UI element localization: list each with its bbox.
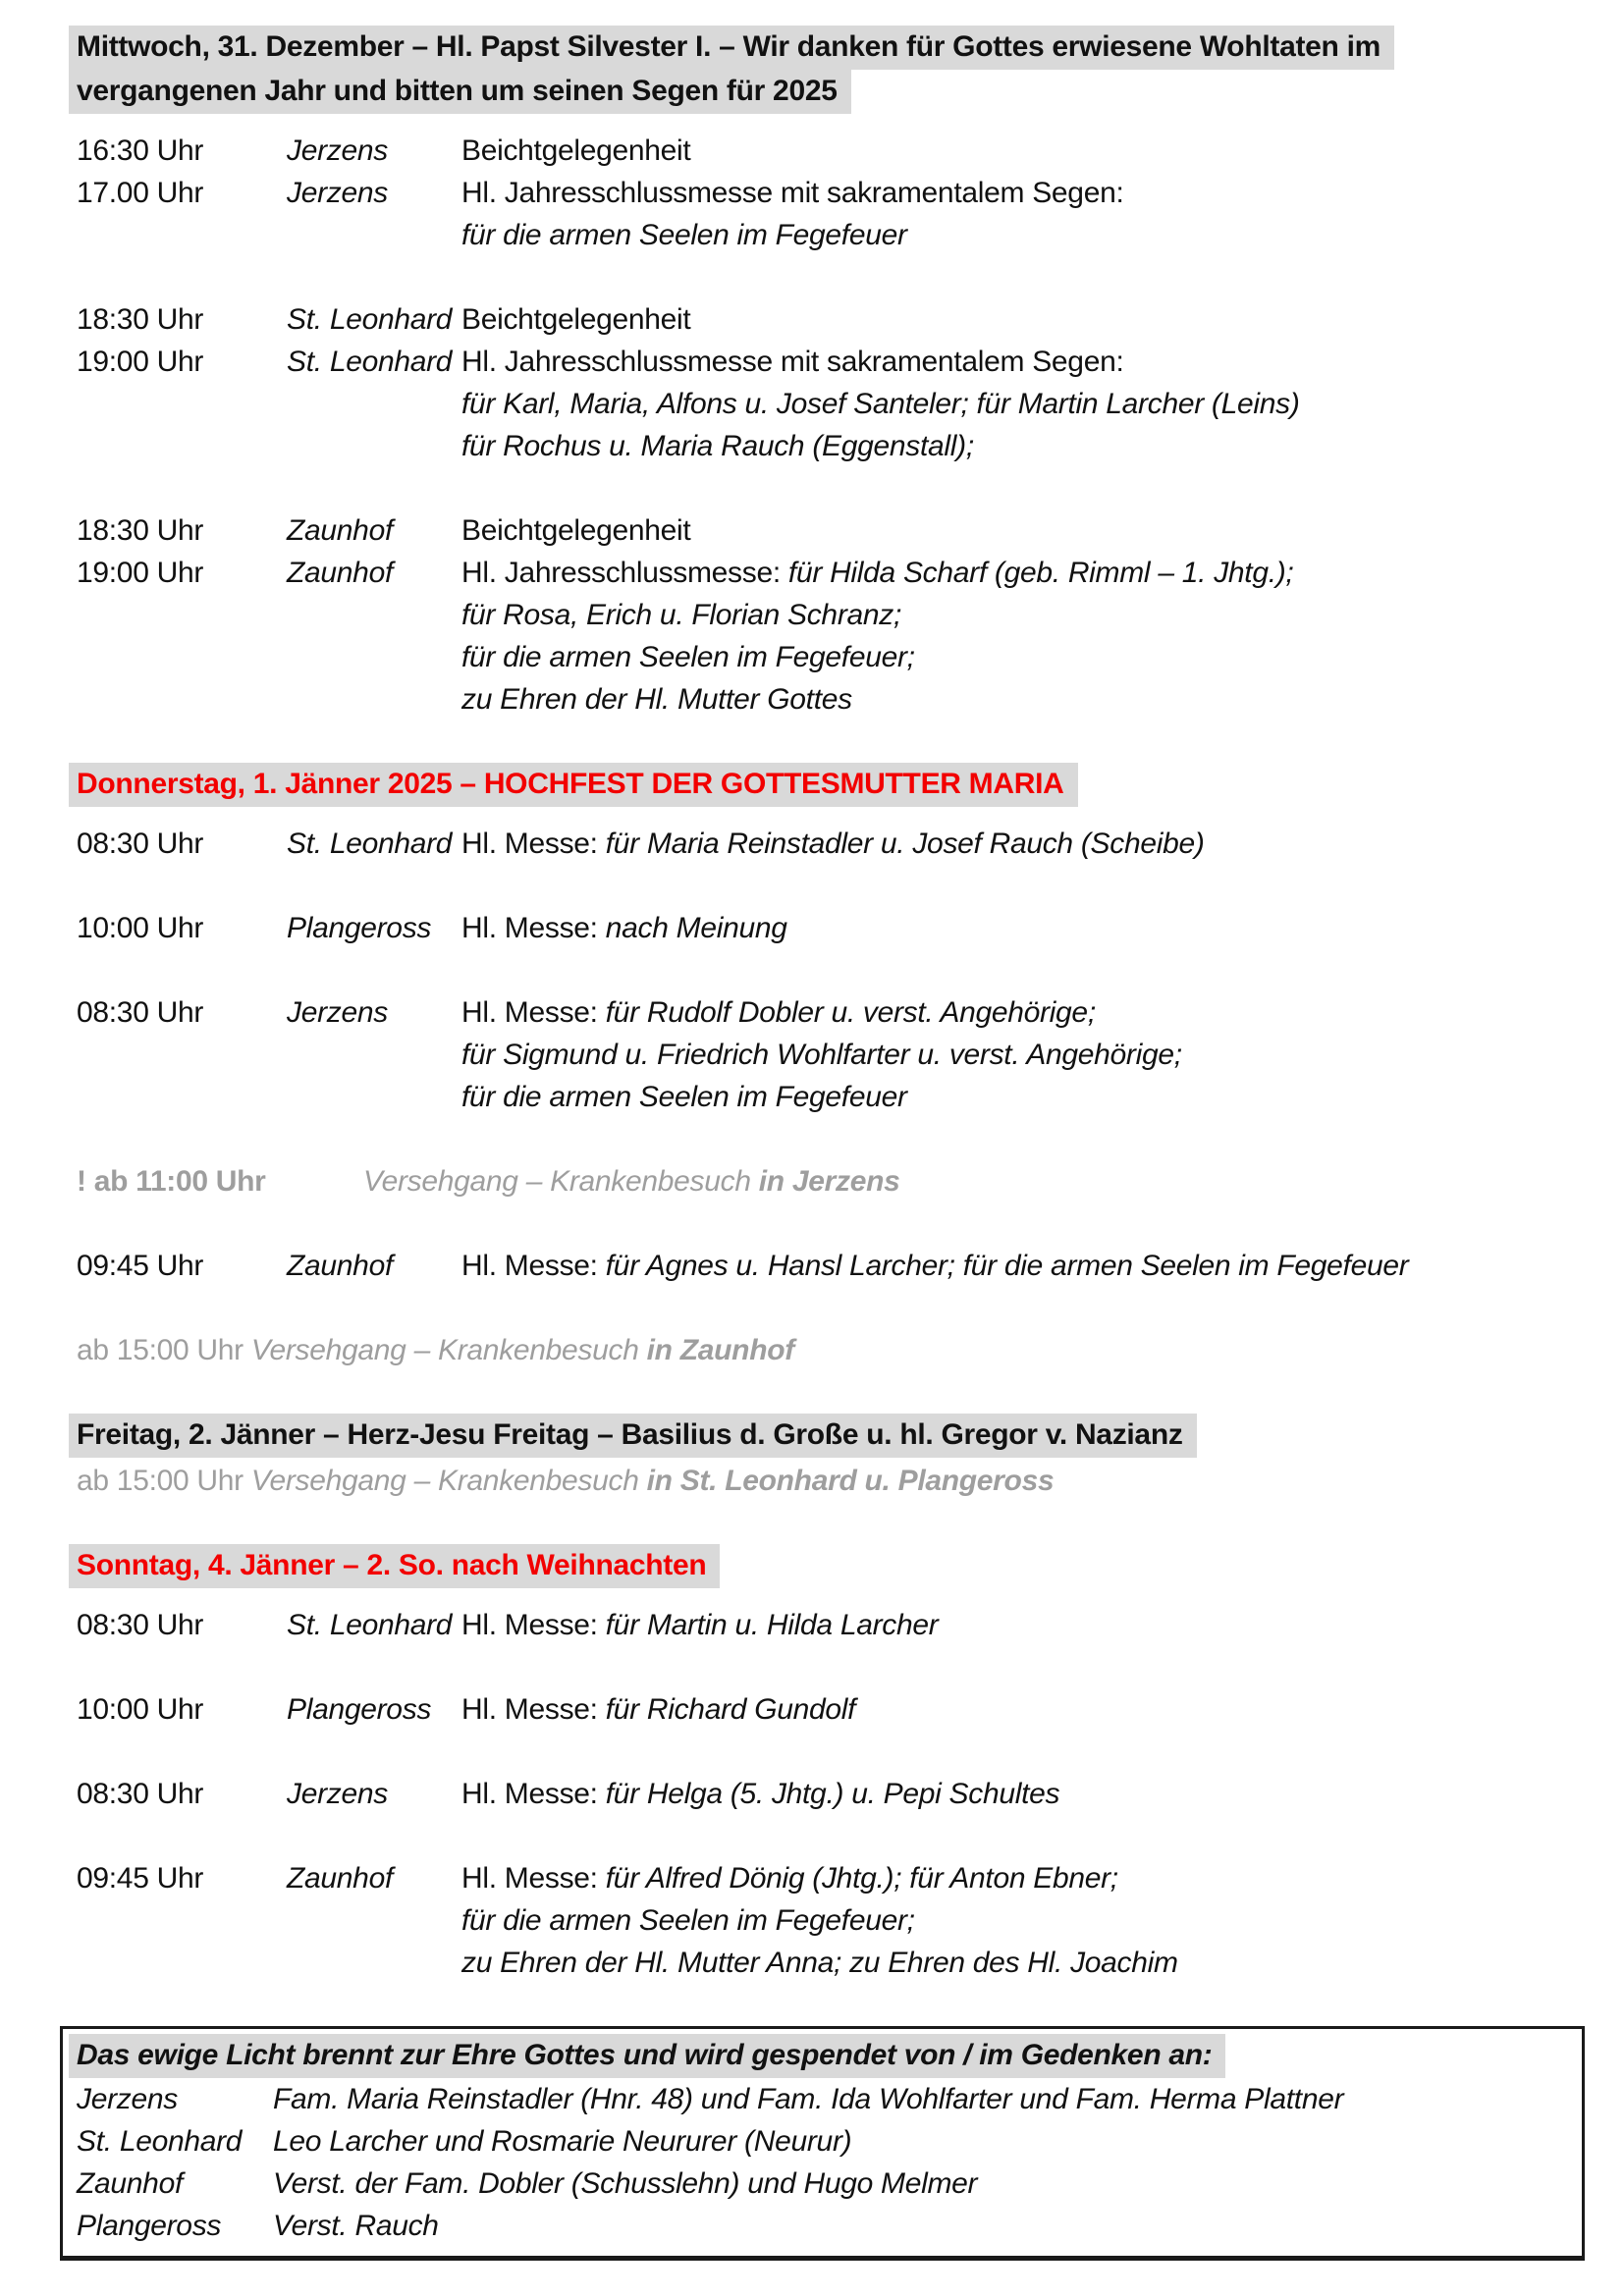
schedule-block [77, 1773, 1577, 1815]
time-cell: 19:00 Uhr [77, 346, 204, 378]
description-line [461, 298, 1577, 341]
description-line [461, 509, 1577, 552]
description-cell [461, 172, 1577, 256]
mass-intention-text: für Sigmund u. Friedrich Wohlfarter u. verst. Angehörige; [461, 1039, 1182, 1071]
time-cell: 09:45 Uhr [77, 1250, 204, 1282]
note-text: Versehgang – Krankenbesuch [250, 1465, 647, 1497]
mass-intention-text: für die armen Seelen im Fegefeuer [461, 1081, 907, 1113]
schedule-block [77, 907, 1577, 949]
mass-intention-text: für Rochus u. Maria Rauch (Eggenstall); [461, 430, 974, 462]
description-line [461, 1899, 1577, 1942]
eternal-light-row [77, 2163, 1568, 2205]
description-line [461, 1688, 1577, 1731]
description-line [461, 214, 1577, 256]
eternal-light-row [77, 2078, 1568, 2120]
schedule-block [77, 509, 1577, 721]
mass-type-text: Hl. Jahresschlussmesse: [461, 557, 788, 589]
day-header-line [77, 1414, 1577, 1458]
schedule-row [77, 991, 1577, 1118]
time-cell: 19:00 Uhr [77, 557, 204, 589]
schedule-row [77, 1857, 1577, 1984]
time-cell: 18:30 Uhr [77, 514, 204, 547]
eternal-light-box [60, 2026, 1585, 2261]
place-cell: Zaunhof [287, 557, 393, 589]
mass-type-text: Hl. Jahresschlussmesse mit sakramentalem Segen: [461, 177, 1124, 209]
light-place-cell: Jerzens [77, 2083, 178, 2115]
description-cell [461, 1688, 1577, 1731]
mass-intention-text: für Agnes u. Hansl Larcher; für die armen Seelen im Fegefeuer [605, 1250, 1409, 1282]
day-header-line [77, 763, 1577, 807]
mass-intention-text: für die armen Seelen im Fegefeuer [461, 219, 907, 251]
light-donor-cell: Verst. der Fam. Dobler (Schusslehn) und Hugo Melmer [273, 2167, 978, 2200]
note-place-text: in Zaunhof [646, 1334, 794, 1366]
day-header-text: Donnerstag, 1. Jänner 2025 – HOCHFEST DER GOTTESMUTTER MARIA [69, 763, 1078, 807]
mass-type-text: Hl. Messe: [461, 1250, 606, 1282]
time-cell: 17.00 Uhr [77, 177, 204, 209]
time-cell: 08:30 Uhr [77, 828, 204, 860]
schedule-block [77, 1604, 1577, 1646]
time-cell: 09:45 Uhr [77, 1862, 204, 1895]
light-place-cell: Plangeross [77, 2210, 222, 2242]
mass-intention-text: für Karl, Maria, Alfons u. Josef Santeler; für Martin Larcher (Leins) [461, 388, 1300, 420]
mass-intention-text: für Maria Reinstadler u. Josef Rauch (Scheibe) [605, 828, 1205, 860]
schedule-row [77, 172, 1577, 256]
mass-intention-text: zu Ehren der Hl. Mutter Anna; zu Ehren des Hl. Joachim [461, 1947, 1178, 1979]
mass-type-text: Hl. Messe: [461, 1862, 606, 1895]
note-place-text: in Jerzens [758, 1165, 900, 1198]
bulletin-content [77, 26, 1577, 2261]
schedule-block [77, 298, 1577, 467]
versehgang-note [77, 1160, 1577, 1202]
day-header [77, 1544, 1577, 1588]
place-cell: Zaunhof [287, 514, 393, 547]
place-cell: Jerzens [287, 1778, 388, 1810]
schedule-block [77, 130, 1577, 256]
place-cell: Zaunhof [287, 1862, 393, 1895]
place-cell: Jerzens [287, 996, 388, 1029]
mass-type-text: Hl. Messe: [461, 912, 606, 944]
note-text: Versehgang – Krankenbesuch [363, 1165, 759, 1198]
day-header [77, 1414, 1577, 1458]
description-line [461, 1942, 1577, 1984]
schedule-row [77, 1245, 1577, 1287]
mass-intention-text: zu Ehren der Hl. Mutter Gottes [461, 683, 852, 716]
mass-type-text: Beichtgelegenheit [461, 303, 691, 336]
versehgang-note [77, 1460, 1577, 1502]
mass-type-text: Hl. Messe: [461, 1778, 606, 1810]
mass-intention-text: für die armen Seelen im Fegefeuer; [461, 641, 915, 673]
description-cell [461, 1773, 1577, 1815]
mass-type-text: Hl. Messe: [461, 1693, 606, 1726]
mass-type-text: Beichtgelegenheit [461, 514, 691, 547]
eternal-light-title-text: Das ewige Licht brennt zur Ehre Gottes und wird gespendet von / im Gedenken an: [69, 2034, 1225, 2078]
description-cell [461, 552, 1577, 721]
description-line [461, 907, 1577, 949]
schedule-block [77, 1688, 1577, 1731]
description-line [461, 1076, 1577, 1118]
description-line [461, 1773, 1577, 1815]
schedule-row [77, 509, 1577, 552]
description-line [461, 1245, 1577, 1287]
place-cell: Jerzens [287, 134, 388, 167]
time-cell: 08:30 Uhr [77, 1609, 204, 1641]
day-header [77, 26, 1577, 114]
note-time-text: ab 15:00 Uhr [77, 1334, 251, 1366]
schedule-row [77, 1604, 1577, 1646]
mass-type-text: Hl. Jahresschlussmesse mit sakramentalem Segen: [461, 346, 1124, 378]
mass-intention-text: für Alfred Dönig (Jhtg.); für Anton Ebner; [605, 1862, 1118, 1895]
description-line [461, 341, 1577, 383]
place-cell: St. Leonhard [287, 303, 453, 336]
eternal-light-row [77, 2120, 1568, 2163]
mass-intention-text: für Rudolf Dobler u. verst. Angehörige; [605, 996, 1096, 1029]
versehgang-note [77, 1329, 1577, 1371]
mass-intention-text: nach Meinung [605, 912, 787, 944]
description-cell [461, 991, 1577, 1118]
description-line [461, 823, 1577, 865]
place-cell: Zaunhof [287, 1250, 393, 1282]
description-line [461, 594, 1577, 636]
note-time-text: ab 15:00 Uhr [77, 1465, 251, 1497]
description-line [461, 425, 1577, 467]
schedule-row [77, 1773, 1577, 1815]
mass-type-text: Hl. Messe: [461, 1609, 606, 1641]
description-cell [461, 1245, 1577, 1287]
mass-intention-text: für Martin u. Hilda Larcher [605, 1609, 939, 1641]
time-cell: 18:30 Uhr [77, 303, 204, 336]
light-donor-cell: Leo Larcher und Rosmarie Neururer (Neurur) [273, 2125, 852, 2158]
mass-intention-text: für Rosa, Erich u. Florian Schranz; [461, 599, 902, 631]
description-cell [461, 1857, 1577, 1984]
mass-intention-text: für Hilda Scharf (geb. Rimml – 1. Jhtg.); [787, 557, 1294, 589]
description-cell [461, 298, 1577, 341]
mass-type-text: Beichtgelegenheit [461, 134, 691, 167]
description-cell [461, 907, 1577, 949]
day-header-line [77, 70, 1577, 114]
place-cell: St. Leonhard [287, 1609, 453, 1641]
place-cell: Plangeross [287, 1693, 432, 1726]
schedule-row [77, 823, 1577, 865]
description-cell [461, 341, 1577, 467]
day-header-text: Mittwoch, 31. Dezember – Hl. Papst Silvester I. – Wir danken für Gottes erwiesene Wohltaten im [69, 26, 1394, 70]
light-donor-cell: Verst. Rauch [273, 2210, 439, 2242]
mass-intention-text: für Helga (5. Jhtg.) u. Pepi Schultes [605, 1778, 1060, 1810]
description-line [461, 636, 1577, 678]
description-line [461, 1604, 1577, 1646]
description-line [461, 130, 1577, 172]
time-cell: 10:00 Uhr [77, 912, 204, 944]
time-cell: 10:00 Uhr [77, 1693, 204, 1726]
description-line [461, 383, 1577, 425]
light-place-cell: St. Leonhard [77, 2125, 243, 2158]
eternal-light-title [77, 2034, 1568, 2078]
place-cell: St. Leonhard [287, 828, 453, 860]
description-line [461, 552, 1577, 594]
schedule-block [77, 823, 1577, 865]
light-donor-cell: Fam. Maria Reinstadler (Hnr. 48) und Fam. Ida Wohlfarter und Fam. Herma Plattner [273, 2083, 1344, 2115]
description-cell [461, 1604, 1577, 1646]
time-cell: 16:30 Uhr [77, 134, 204, 167]
description-line [461, 991, 1577, 1034]
mass-intention-text: für Richard Gundolf [605, 1693, 856, 1726]
description-line [461, 172, 1577, 214]
mass-intention-text: für die armen Seelen im Fegefeuer; [461, 1904, 915, 1937]
schedule-block [77, 1857, 1577, 1984]
day-header-text: vergangenen Jahr und bitten um seinen Segen für 2025 [69, 70, 851, 114]
mass-type-text: Hl. Messe: [461, 828, 606, 860]
place-cell: St. Leonhard [287, 346, 453, 378]
schedule-row [77, 907, 1577, 949]
day-header-line [77, 1544, 1577, 1588]
day-header-line [77, 26, 1577, 70]
mass-type-text: Hl. Messe: [461, 996, 606, 1029]
light-place-cell: Zaunhof [77, 2167, 183, 2200]
day-header-text: Freitag, 2. Jänner – Herz-Jesu Freitag – Basilius d. Große u. hl. Gregor v. Nazianz [69, 1414, 1197, 1458]
place-cell: Plangeross [287, 912, 432, 944]
day-header-text: Sonntag, 4. Jänner – 2. So. nach Weihnachten [69, 1544, 720, 1588]
note-place-text: in St. Leonhard u. Plangeross [646, 1465, 1055, 1497]
eternal-light-row [77, 2205, 1568, 2247]
description-cell [461, 130, 1577, 172]
description-cell [461, 823, 1577, 865]
place-cell: Jerzens [287, 177, 388, 209]
schedule-row [77, 552, 1577, 721]
schedule-row [77, 1688, 1577, 1731]
schedule-row [77, 298, 1577, 341]
schedule-block [77, 991, 1577, 1118]
time-cell: 08:30 Uhr [77, 1778, 204, 1810]
time-cell: 08:30 Uhr [77, 996, 204, 1029]
schedule-row [77, 341, 1577, 467]
schedule-row [77, 130, 1577, 172]
note-time-text: ! ab 11:00 Uhr [77, 1165, 266, 1198]
schedule-block [77, 1245, 1577, 1287]
description-cell [461, 509, 1577, 552]
day-header [77, 763, 1577, 807]
description-line [461, 1034, 1577, 1076]
description-line [461, 678, 1577, 721]
note-text: Versehgang – Krankenbesuch [250, 1334, 647, 1366]
description-line [461, 1857, 1577, 1899]
